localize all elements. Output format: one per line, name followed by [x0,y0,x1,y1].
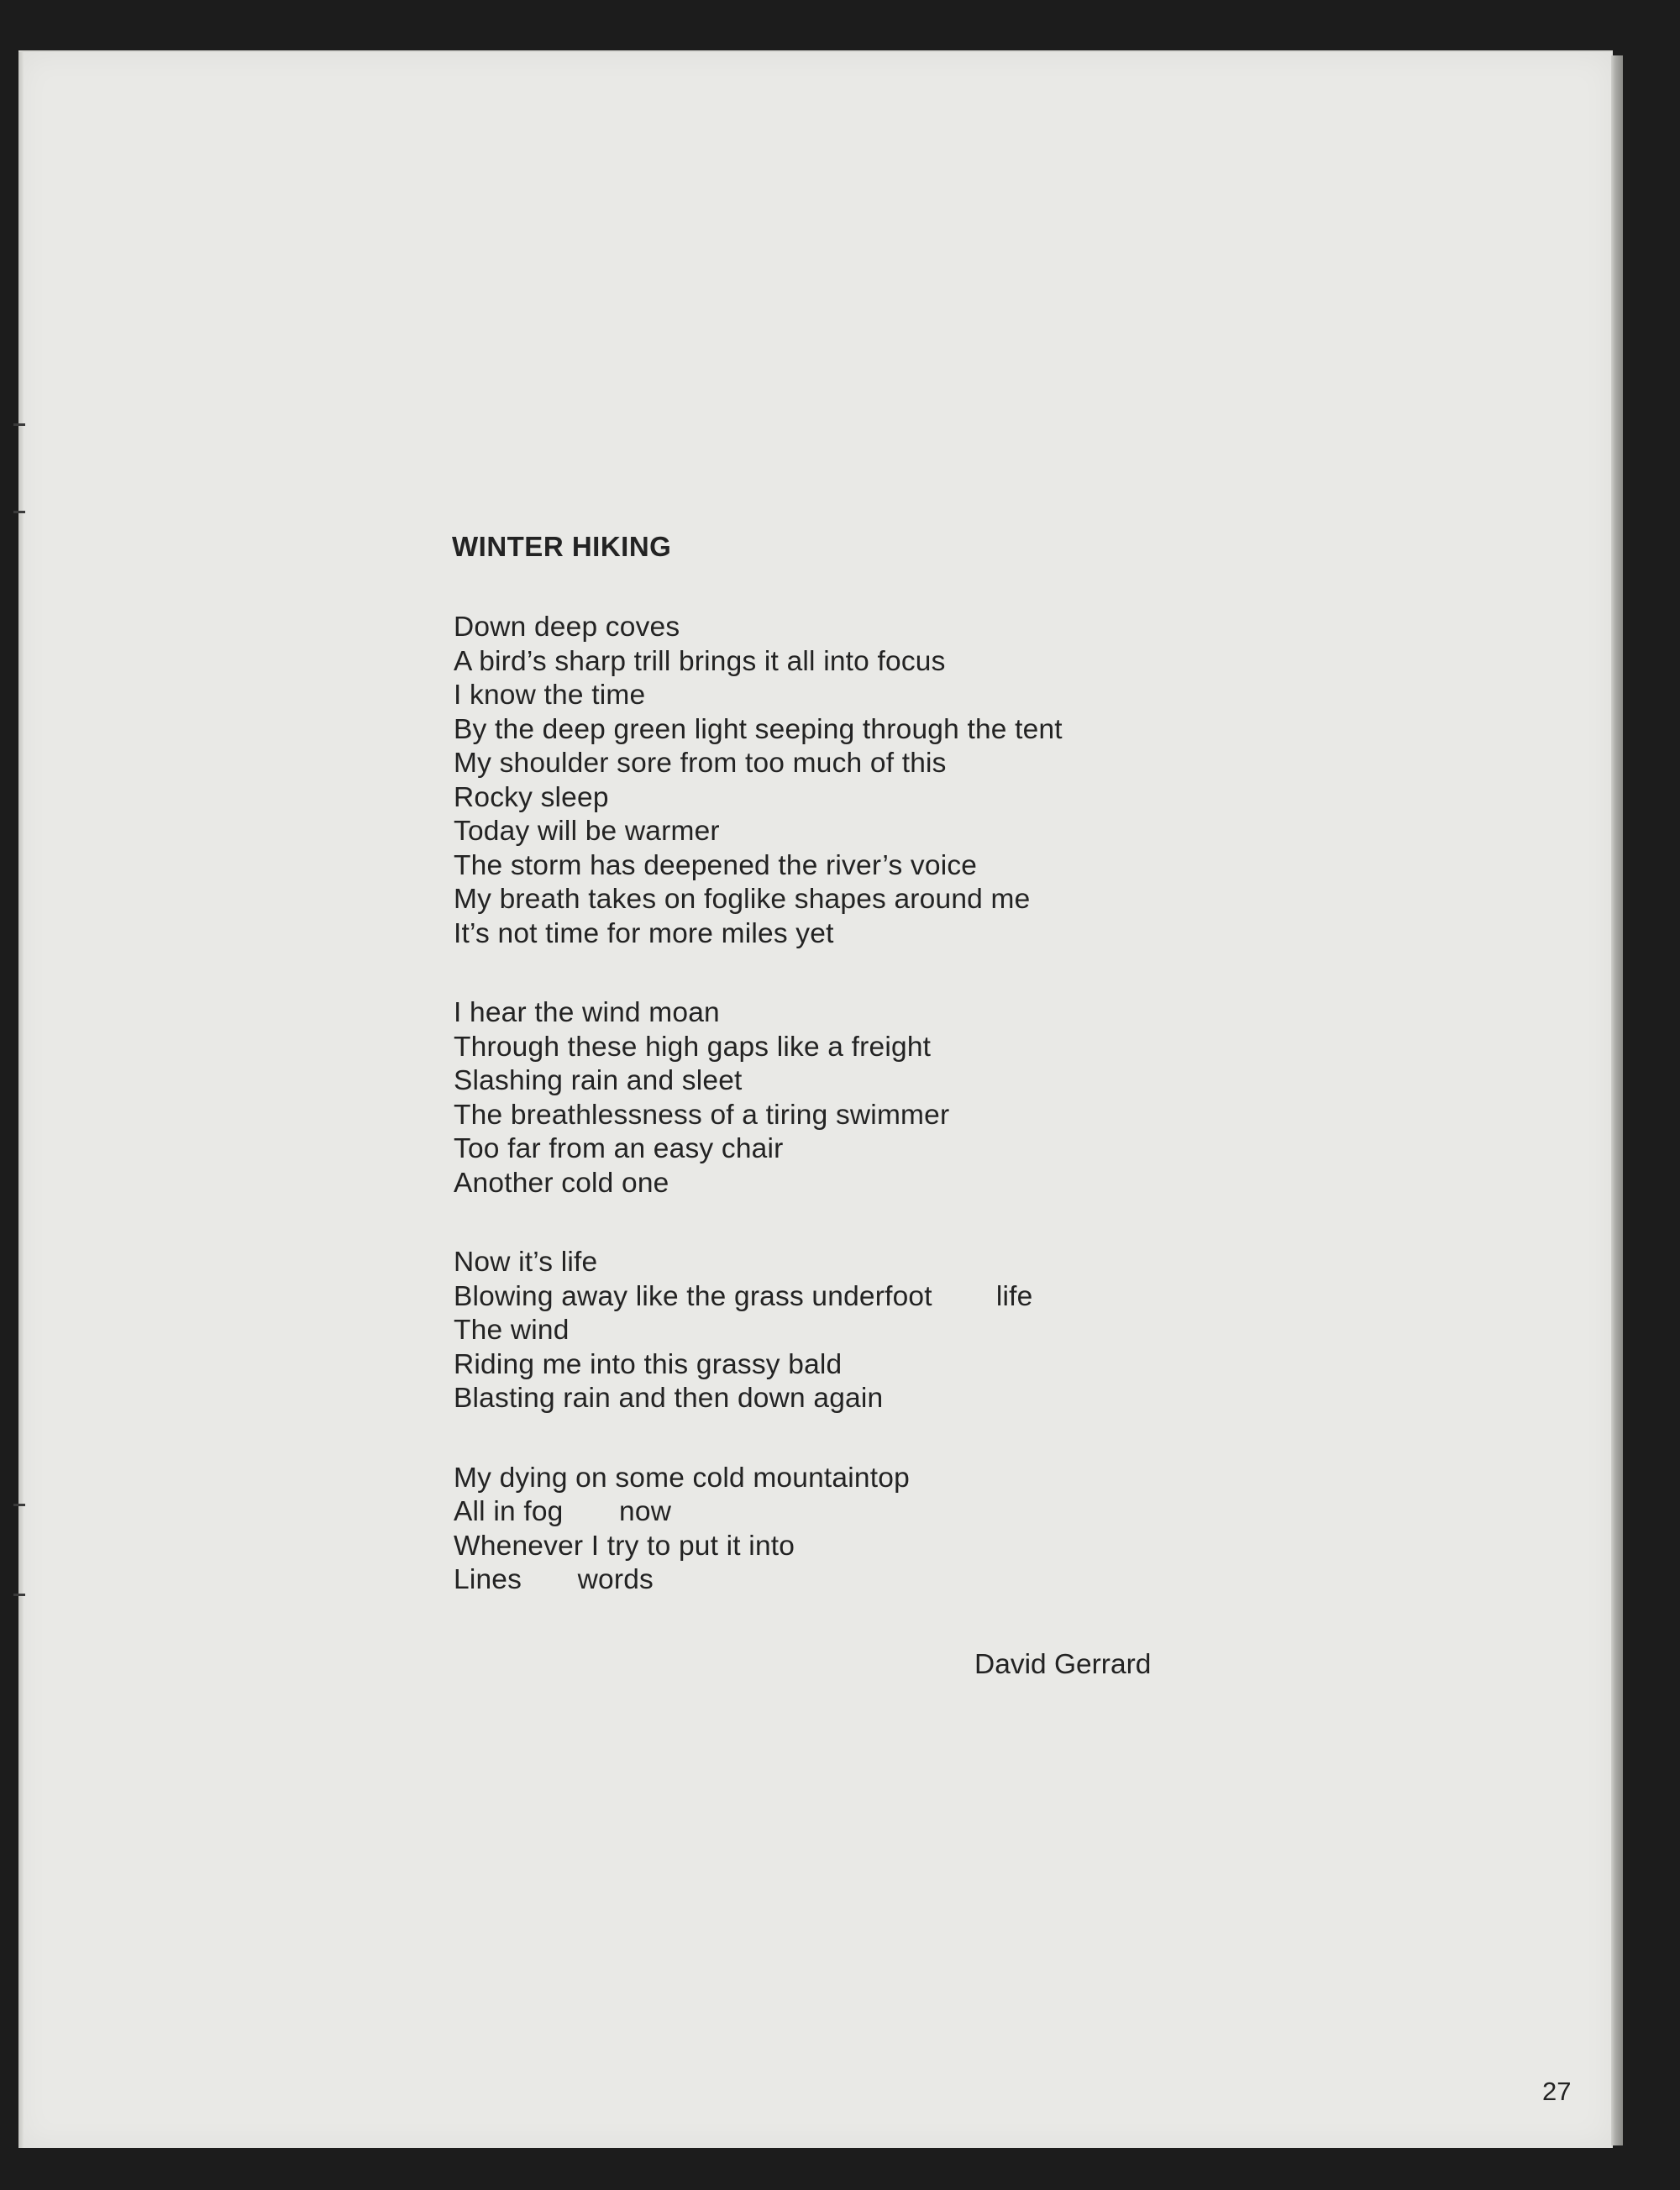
stanza-4 [454,1462,1277,1598]
poem-line: Through these high gaps like a freight [454,1031,932,1063]
stanza-1 [454,611,1277,951]
poem [437,527,1277,1643]
poem-line: Another cold one [454,1167,669,1199]
stanza-2 [454,996,1277,1200]
poem-line: My breath takes on foglike shapes around me [454,884,1031,915]
poem-line: The storm has deepened the river’s voice [454,849,978,881]
poem-line: Whenever I try to put it into [454,1530,795,1562]
poem-line: My shoulder sore from too much of this [454,748,947,779]
poem-line: Riding me into this grassy bald [454,1348,843,1380]
poem-author: David Gerrard [974,1649,1152,1680]
poem-line: Lines words [454,1564,654,1595]
poem-line: It’s not time for more miles yet [454,917,834,949]
poem-line: Too far from an easy chair [454,1133,784,1164]
poem-line: I hear the wind moan [454,997,720,1028]
poem-line: All in fog now [454,1496,672,1527]
poem-line: Blasting rain and then down again [454,1383,884,1414]
poem-line: Blowing away like the grass underfoot life [454,1280,1033,1312]
page-number: 27 [1542,2077,1572,2106]
poem-line: My dying on some cold mountaintop [454,1462,910,1494]
page-stack-edge [1611,55,1623,2145]
poem-line: Down deep coves [454,612,680,643]
poem-line: Now it’s life [454,1247,598,1278]
poem-line: By the deep green light seeping through the tent [454,713,1063,745]
poem-title: WINTER HIKING [452,531,672,562]
poem-line: Slashing rain and sleet [454,1065,743,1096]
poem-line: The breathlessness of a tiring swimmer [454,1099,950,1131]
poem-line: I know the time [454,680,646,711]
poem-line: Today will be warmer [454,816,720,847]
poem-line: The wind [454,1315,570,1346]
binding-stitch [13,1504,25,1506]
binding-stitch [13,1594,25,1596]
poem-line: A bird’s sharp trill brings it all into focus [454,645,946,677]
binding-stitch [13,511,25,513]
page-binding [18,52,24,2148]
poem-line: Rocky sleep [454,781,609,813]
binding-stitch [13,423,25,426]
stanza-3 [454,1246,1277,1416]
